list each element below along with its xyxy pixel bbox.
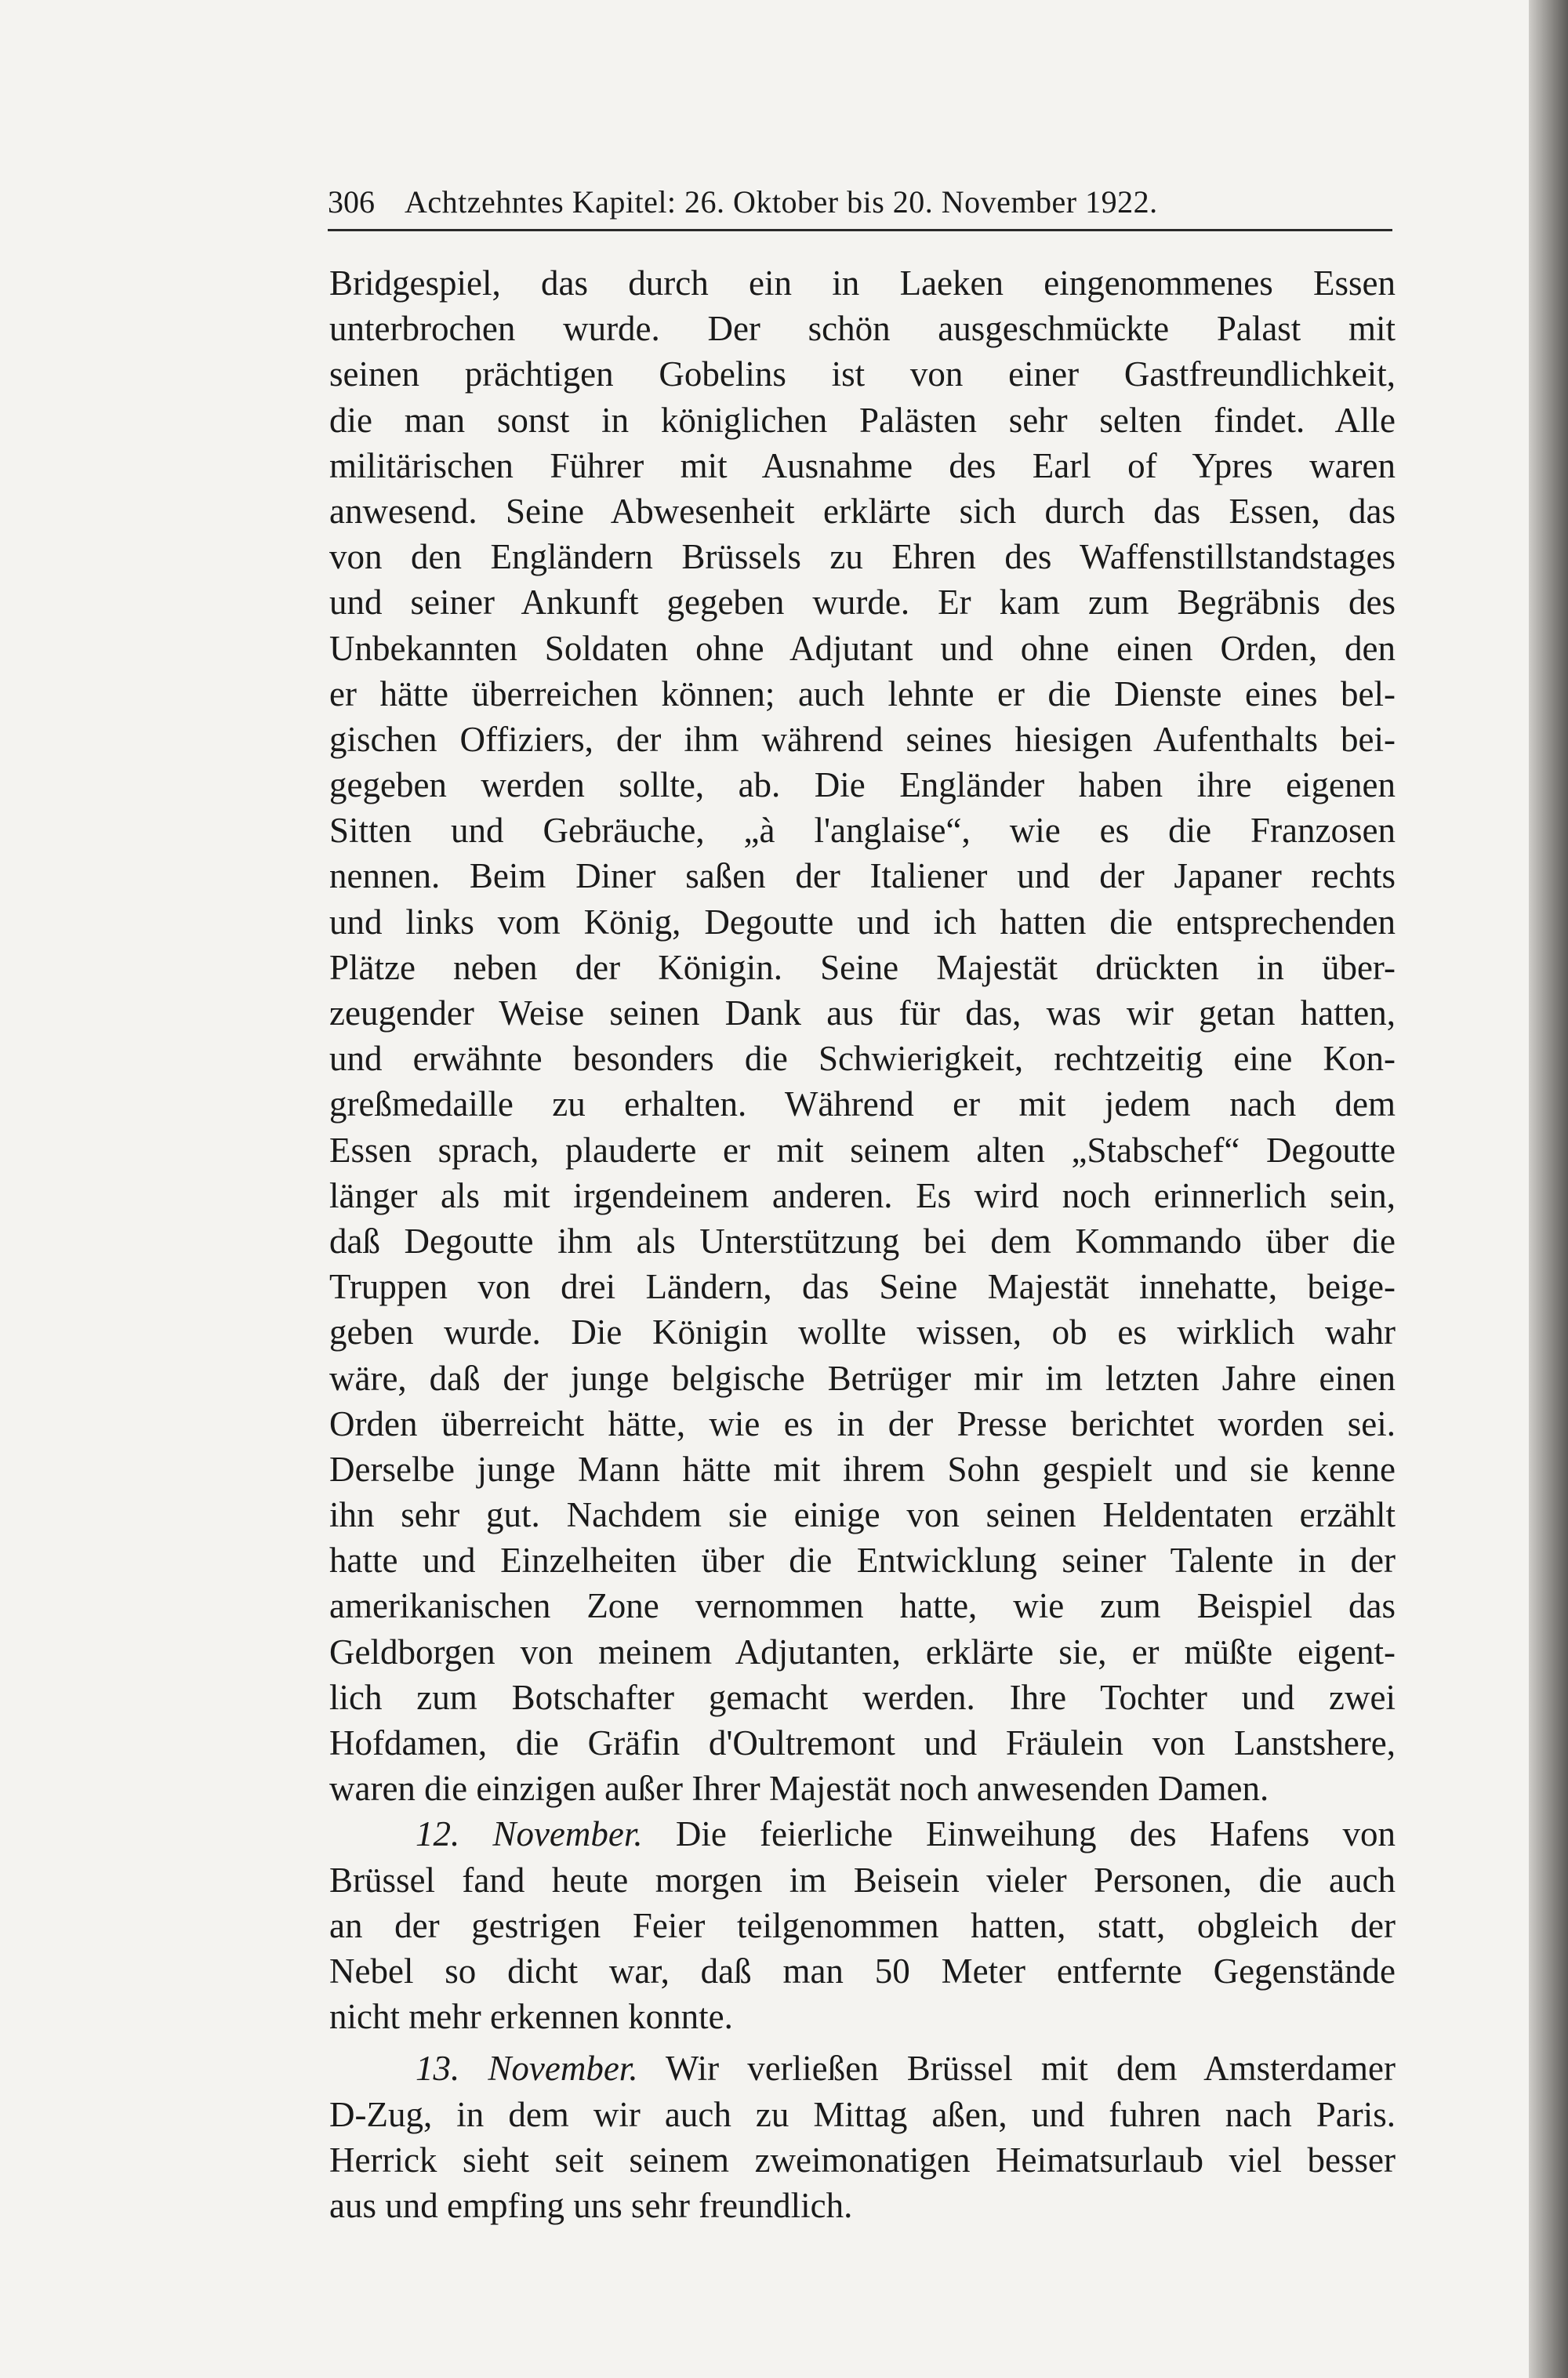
text-line: unterbrochen wurde. Der schön ausgeschmückte Palast mit [329, 309, 1396, 349]
text-line: amerikanischen Zone vernommen hatte, wie zum Beispiel das [329, 1586, 1396, 1626]
text-line: Sitten und Gebräuche, „à l'anglaise“, wie es die Franzosen [329, 811, 1396, 851]
text-line: Geldborgen von meinem Adjutanten, erklärte sie, er müßte eigent- [329, 1632, 1396, 1672]
text-line: Nebel so dicht war, daß man 50 Meter entfernte Gegenstände [329, 1951, 1396, 1991]
text-line: Plätze neben der Königin. Seine Majestät drückten in über- [329, 947, 1396, 987]
text-line: an der gestrigen Feier teilgenommen hatten, statt, obgleich der [329, 1905, 1396, 1945]
text-line: Derselbe junge Mann hätte mit ihrem Sohn gespielt und sie kenne [329, 1449, 1396, 1489]
text-line: zeugender Weise seinen Dank aus für das, was wir getan hatten, [329, 993, 1396, 1033]
text-line: wäre, daß der junge belgische Betrüger mir im letzten Jahre einen [329, 1358, 1396, 1398]
entry-date: 12. November. [416, 1814, 643, 1854]
paragraph-2 [329, 1811, 1396, 2039]
text-line: waren die einzigen außer Ihrer Majestät noch anwesenden Damen. [329, 1769, 1269, 1809]
text-line: länger als mit irgendeinem anderen. Es wird noch erinnerlich sein, [329, 1175, 1396, 1215]
text-line: gischen Offiziers, der ihm während seines hiesigen Aufenthalts bei- [329, 719, 1396, 759]
text-line: anwesend. Seine Abwesenheit erklärte sich durch das Essen, das [329, 491, 1396, 531]
text-line: geben wurde. Die Königin wollte wissen, ob es wirklich wahr [329, 1312, 1396, 1352]
text-line: und links vom König, Degoutte und ich hatten die entsprechenden [329, 902, 1396, 942]
text-line: Unbekannten Soldaten ohne Adjutant und ohne einen Orden, den [329, 628, 1396, 668]
text-line: militärischen Führer mit Ausnahme des Earl of Ypres waren [329, 445, 1396, 485]
text-line: Herrick sieht seit seinem zweimonatigen Heimatsurlaub viel besser [329, 2140, 1396, 2180]
text-line: D-Zug, in dem wir auch zu Mittag aßen, und fuhren nach Paris. [329, 2094, 1396, 2134]
text-line [329, 2046, 1396, 2091]
text-line: Truppen von drei Ländern, das Seine Majestät innehatte, beige- [329, 1267, 1396, 1307]
text-line: Essen sprach, plauderte er mit seinem alten „Stabschef“ Degoutte [329, 1130, 1396, 1170]
text-line [329, 1811, 1396, 1857]
text-line: greßmedaille zu erhalten. Während er mit jedem nach dem [329, 1084, 1396, 1124]
text-line: hatte und Einzelheiten über die Entwicklung seiner Talente in der [329, 1541, 1396, 1581]
text-span: Wir verließen Brüssel mit dem Amsterdamer [665, 2049, 1396, 2089]
text-line: die man sonst in königlichen Palästen sehr selten findet. Alle [329, 400, 1396, 440]
text-line: von den Engländern Brüssels zu Ehren des Waffenstillstandstages [329, 537, 1396, 577]
text-span: Die feierliche Einweihung des Hafens von [675, 1814, 1396, 1854]
text-line: seinen prächtigen Gobelins ist von einer Gastfreundlichkeit, [329, 354, 1396, 394]
text-line: Hofdamen, die Gräfin d'Oultremont und Fräulein von Lanstshere, [329, 1723, 1396, 1763]
header-rule [328, 229, 1392, 231]
text-line: daß Degoutte ihm als Unterstützung bei dem Kommando über die [329, 1221, 1396, 1261]
text-line: Orden überreicht hätte, wie es in der Presse berichtet worden sei. [329, 1403, 1396, 1443]
body-text [329, 260, 1396, 2228]
text-line: er hätte überreichen können; auch lehnte er die Dienste eines bel- [329, 673, 1396, 713]
text-line: lich zum Botschafter gemacht werden. Ihre Tochter und zwei [329, 1677, 1396, 1717]
text-line: Brüssel fand heute morgen im Beisein vieler Personen, die auch [329, 1860, 1396, 1900]
text-line: ihn sehr gut. Nachdem sie einige von seinen Heldentaten erzählt [329, 1495, 1396, 1535]
text-line: aus und empfing uns sehr freundlich. [329, 2185, 853, 2225]
text-line: und seiner Ankunft gegeben wurde. Er kam zum Begräbnis des [329, 583, 1396, 623]
entry-date: 13. November. [416, 2049, 638, 2089]
paragraph-gap [329, 2039, 1396, 2046]
text-line: nicht mehr erkennen konnte. [329, 1997, 733, 2037]
text-line: Bridgespiel, das durch ein in Laeken eingenommenes Essen [329, 263, 1396, 303]
page-number: 306 [328, 184, 375, 220]
paragraph-3 [329, 2046, 1396, 2228]
text-line: nennen. Beim Diner saßen der Italiener und der Japaner rechts [329, 856, 1396, 896]
page-header [328, 179, 1394, 226]
text-line: und erwähnte besonders die Schwierigkeit, rechtzeitig eine Kon- [329, 1039, 1396, 1079]
text-line: gegeben werden sollte, ab. Die Engländer haben ihre eigenen [329, 765, 1396, 805]
page-edge-shadow [1529, 0, 1568, 2378]
running-title: Achtzehntes Kapitel: 26. Oktober bis 20. November 1922. [405, 184, 1158, 220]
paragraph-1 [329, 260, 1396, 1811]
